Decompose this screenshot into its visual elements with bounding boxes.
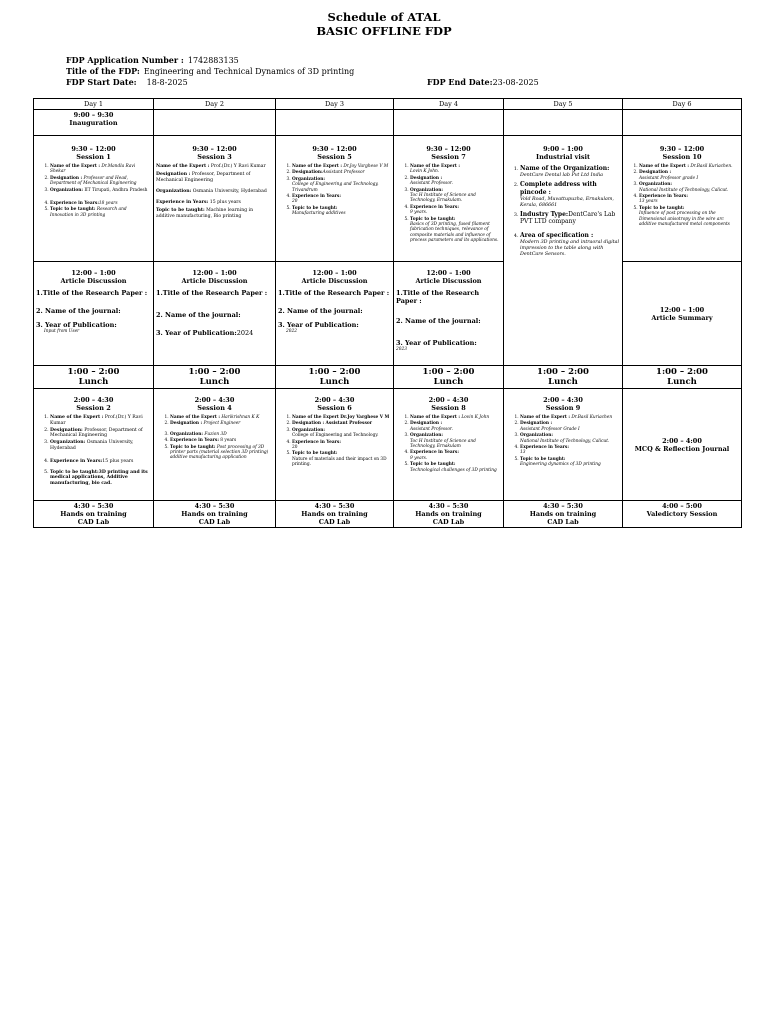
final-venue: CAD Lab [432, 518, 465, 526]
article-row [34, 262, 742, 366]
article-q-year: 3. Year of Publication: [396, 339, 477, 347]
item-label: Designation : [520, 421, 553, 427]
session-label: Session 2 [76, 404, 111, 412]
lunch-label: Lunch [78, 377, 109, 387]
item-value: Assistant Professor. [410, 181, 453, 187]
item-label: Topic to be taught: [520, 456, 566, 462]
item-value: Assistant Professor [322, 170, 365, 176]
hands-on-cell [504, 501, 623, 528]
item-label: Experience in Years: [50, 458, 103, 464]
session-time: 9:30 – 12:00 [312, 145, 357, 153]
article-cell-day1 [34, 262, 154, 366]
article-q-journal: 2. Name of the journal: [396, 317, 481, 325]
day-header-row [34, 99, 742, 110]
final-label: Hands on training [415, 510, 482, 518]
item-value: Nature of materials and their impact on 3D printing. [292, 456, 387, 468]
item-label: Name of the Expert : [50, 415, 104, 420]
item-value: Dr.Basil Kuriachen. [690, 164, 733, 169]
summary-label: Article Summary [651, 313, 713, 322]
session-label: Session 8 [431, 404, 466, 412]
item-value: Prof.(Dr.) Y Ravi Kumar [50, 415, 143, 426]
end-date-row [427, 77, 539, 88]
item-label: Experience in Years: [50, 201, 99, 207]
expert-details-block [156, 164, 273, 220]
lunch-cell [623, 366, 742, 389]
item-label: Topic to be taught: [410, 462, 456, 468]
session-cell-day4-morning [394, 136, 504, 262]
item-label: Name of the Expert [292, 415, 339, 420]
expert-details-list [396, 164, 501, 244]
item-label: Topic to be taught: [410, 216, 456, 222]
item-label: Name of the Organization: [520, 165, 610, 172]
item-value: 20 [292, 199, 298, 205]
item-value: Dr.Joy Varghese V M [343, 164, 389, 169]
item-value: Assistant Professor [325, 421, 373, 427]
fdp-title-value: Engineering and Technical Dynamics of 3D printing [143, 67, 355, 76]
item-label: Name of the Expert : [410, 164, 460, 169]
inauguration-label: Inauguration [69, 119, 118, 127]
item-value: 9 years. [410, 210, 428, 216]
item-value: Professor, Department of Mechanical Engineering [156, 172, 251, 183]
session-time: 9:00 – 1:00 [543, 145, 583, 153]
session-label: Session 9 [545, 404, 581, 412]
final-label: Hands on training [529, 510, 597, 518]
session-label: Session 6 [317, 404, 352, 412]
final-time: 4:30 – 5:30 [314, 502, 355, 510]
final-venue: CAD Lab [547, 518, 579, 526]
end-date-label: FDP End Date: [427, 77, 493, 87]
item-label: Organization: [156, 189, 192, 194]
article-time: 12:00 – 1:00 [426, 269, 471, 277]
summary-time: 12:00 – 1:00 [659, 305, 705, 314]
article-cell-day4 [394, 262, 504, 366]
item-label: Topic to be taught: [50, 207, 96, 213]
inauguration-time: 9:00 – 9:30 [73, 111, 114, 119]
session-cell-day5-afternoon [504, 389, 623, 501]
final-label: Hands on training [181, 510, 248, 518]
expert-details-list [36, 164, 151, 218]
final-label: Valedictory Session [646, 510, 718, 518]
application-number-label: FDP Application Number : [66, 55, 184, 65]
item-value: College of Engineering and Technology, Trivandrum [292, 182, 379, 193]
item-label: Name of the Expert : [639, 164, 689, 169]
lunch-time: 1:00 – 2:00 [188, 367, 241, 377]
article-questions [396, 289, 501, 352]
hands-on-cell [276, 501, 394, 528]
article-year-value: 2022 [286, 329, 297, 334]
item-value: Professor and Head, Department of Mechanical Engineering [50, 175, 137, 187]
session-time: 9:30 – 12:00 [426, 145, 471, 153]
item-label: Experience in Years: [292, 194, 341, 200]
article-q-journal: 2. Name of the journal: [156, 311, 241, 319]
article-time: 12:00 – 1:00 [71, 269, 116, 277]
item-label: Designation: [292, 170, 323, 176]
item-label: Experience in Years: [410, 450, 459, 456]
lunch-label: Lunch [667, 377, 697, 387]
expert-details-list [278, 164, 391, 217]
article-q-journal: 2. Name of the journal: [278, 307, 363, 315]
start-date-label: FDP Start Date: [66, 77, 137, 87]
session-label: Session 7 [431, 153, 466, 161]
item-value: College of Engineering and Technology. [292, 433, 379, 439]
application-number-row [66, 55, 239, 66]
item-label: Complete address with pincode : [520, 181, 597, 196]
article-q-title: 1.Title of the Research Paper : [278, 289, 390, 297]
session-time: 2:00 – 4:30 [314, 396, 355, 404]
item-label: Experience in Years: [410, 204, 459, 210]
item-label: Organization: [292, 176, 325, 182]
final-time: 4:30 – 5:30 [73, 502, 114, 510]
item-value: Toc H Institute of Science and Technology, Ernakulam [410, 438, 476, 450]
session-cell-day2-afternoon [154, 389, 276, 501]
item-value: Assistant Professor Grade I [520, 426, 580, 432]
session-cell-day1-afternoon [34, 389, 154, 501]
item-label: Experience in Years: [639, 194, 688, 200]
final-venue: CAD Lab [77, 518, 110, 526]
item-label: Designation : [156, 172, 191, 177]
item-label: Organization: [170, 431, 203, 437]
item-value: Basics of 3D printing, fused filament fabrication techniques, relevance of composite materials and influence of process parameters and its applications. [410, 222, 499, 244]
item-label: Name of the Expert : [50, 164, 100, 169]
item-value: Prof.(Dr.) Y Ravi Kumar [210, 164, 266, 169]
final-venue: CAD Lab [198, 518, 231, 526]
industrial-visit-list [506, 165, 620, 258]
article-questions [156, 289, 273, 337]
article-time: 12:00 – 1:00 [192, 269, 237, 277]
item-label: Experience in Years: [156, 200, 209, 205]
session-cell-day6-morning [623, 136, 742, 262]
lunch-row [34, 366, 742, 389]
item-value: Toc H Institute of Science and Technology, Ernakulam. [410, 193, 476, 204]
fdp-title-label: Title of the FDP: [66, 66, 140, 76]
item-label: Organization: [410, 433, 443, 439]
item-label: Experience in Years: [170, 438, 219, 444]
item-label: Topic to be taught: [156, 208, 205, 213]
session-cell-day3-afternoon [276, 389, 394, 501]
item-label: Designation : [410, 175, 443, 181]
item-value: IIT Tirupati, Andhra Pradesh [84, 187, 148, 193]
start-date-value: 18-8-2025 [146, 78, 188, 87]
industrial-visit-cell [504, 136, 623, 366]
item-label: Name of the Expert : [520, 415, 570, 420]
article-q-year: 3. Year of Publication: [278, 321, 359, 329]
session-cell-day1-morning [34, 136, 154, 262]
article-q-journal: 2. Name of the journal: [36, 307, 121, 315]
title-line-1: Schedule of ATAL [327, 10, 441, 24]
article-year-value: Input from User [44, 329, 80, 334]
session-label: Session 10 [662, 153, 702, 161]
session-cell-day3-morning [276, 136, 394, 262]
article-q-year: 3. Year of Publication: [36, 321, 117, 329]
item-value: DentCare Dental lab Pvt Ltd India [520, 173, 604, 178]
article-q-year-line [156, 329, 273, 337]
article-questions [36, 289, 151, 334]
item-value: 20 [292, 445, 298, 451]
empty-cell [276, 110, 394, 136]
session-label: Session 5 [317, 153, 352, 161]
item-value: 15 plus years [102, 458, 134, 464]
item-value: 3D printing and its medical applications, Additive manufacturing, bio cad. [50, 469, 148, 487]
final-time: 4:30 – 5:30 [543, 502, 583, 510]
lunch-time: 1:00 – 2:00 [67, 367, 120, 377]
item-value: Fuzion 3D [204, 431, 227, 437]
hands-on-cell [154, 501, 276, 528]
item-label: Name of the Expert : [170, 415, 220, 420]
item-value: Engineering dynamics of 3D printing [520, 462, 601, 468]
item-value: Post processing of 3D printer parts (material selection 3D printing) additive manufacturing application [170, 444, 269, 461]
lunch-time: 1:00 – 2:00 [422, 367, 475, 377]
item-value: Influence of post processing on the Dimensional anisotropy in the wire arc additive manufactured metal components [639, 211, 730, 228]
article-q-title: 1.Title of the Research Paper : [156, 289, 268, 297]
item-value: Research and Innovation in 3D printing [50, 207, 127, 218]
final-venue: CAD Lab [318, 518, 351, 526]
day-header-3: Day 3 [276, 99, 394, 110]
session-label: MCQ & Reflection Journal [634, 444, 730, 453]
item-label: Name of the Expert : [410, 415, 460, 420]
title-line-2: BASIC OFFLINE FDP [316, 24, 452, 38]
start-date-row [66, 77, 188, 88]
day-header-1: Day 1 [34, 99, 154, 110]
final-row [34, 501, 742, 528]
article-year-value: 2023 [396, 347, 407, 352]
item-label: Organization: [50, 187, 83, 193]
lunch-label: Lunch [433, 377, 464, 387]
item-label: Designation : [50, 175, 83, 181]
expert-details-list [625, 164, 739, 227]
session-label: Session 1 [76, 153, 111, 161]
item-value: Assistant Professor grade I [639, 175, 699, 181]
lunch-cell [504, 366, 623, 389]
item-label: Experience in Years: [292, 439, 341, 445]
item-value: 18 years [98, 201, 118, 207]
article-label: Article Discussion [415, 277, 482, 285]
item-value: Harikrishnan K K [221, 415, 260, 420]
day-header-5: Day 5 [504, 99, 623, 110]
lunch-label: Lunch [548, 377, 578, 387]
lunch-cell [276, 366, 394, 389]
item-label: Experience in Years: [520, 445, 569, 451]
item-value: 13 [520, 450, 526, 456]
item-value: Dr.Mandla Ravi Shekar [50, 164, 136, 175]
inauguration-row [34, 110, 742, 136]
session-time: 2:00 – 4:00 [662, 436, 702, 445]
lunch-label: Lunch [319, 377, 350, 387]
item-label: Designation : [410, 421, 443, 427]
article-time: 12:00 – 1:00 [312, 269, 357, 277]
article-cell-day2 [154, 262, 276, 366]
item-value: Osmania University, Hyderabad [50, 440, 134, 451]
expert-details-list [156, 415, 273, 461]
session-time: 9:30 – 12:00 [659, 145, 705, 153]
item-label: Designation : [170, 421, 203, 427]
item-label: Designation : [292, 421, 325, 427]
lunch-cell [394, 366, 504, 389]
item-label: Area of specification : [520, 232, 594, 239]
article-summary-cell [623, 262, 742, 366]
session-time: 2:00 – 4:30 [194, 396, 235, 404]
item-value: Machine learning in additive manufacturing, Bio printing [156, 208, 254, 219]
final-label: Hands on training [301, 510, 368, 518]
lunch-label: Lunch [199, 377, 230, 387]
session-time: 2:00 – 4:30 [428, 396, 469, 404]
item-value: Lovin K John. [410, 169, 440, 175]
item-value: Project Engineer [203, 421, 241, 427]
item-value: DentCare's Lab PVT LTD company [520, 211, 616, 225]
item-value: 9 years. [410, 455, 428, 461]
valedictory-cell [623, 501, 742, 528]
lunch-time: 1:00 – 2:00 [308, 367, 361, 377]
item-value: National Institute of Technology, Calicut. [520, 438, 610, 444]
morning-row [34, 136, 742, 262]
session-label: Industrial visit [536, 153, 590, 161]
item-label: Topic to be taught: [639, 205, 685, 211]
item-value: Modern 3D printing and intraoral digital impression to the table along with DentCare Sensors. [520, 240, 620, 257]
session-time: 2:00 – 4:30 [543, 396, 583, 404]
lunch-cell [34, 366, 154, 389]
session-cell-day2-morning [154, 136, 276, 262]
item-label: Topic to be taught: [292, 205, 338, 211]
article-year-value: 2024 [236, 329, 254, 337]
item-label: Name of the Expert : [292, 164, 342, 169]
item-label: Organization: [410, 187, 443, 193]
session-label: Session 4 [197, 404, 232, 412]
empty-cell [394, 110, 504, 136]
empty-cell [504, 110, 623, 136]
item-value: 13 years [639, 199, 658, 205]
application-number-value: 1742883135 [187, 56, 239, 65]
article-q-title: 1.Title of the Research Paper : [36, 289, 148, 297]
item-label: Organization: [50, 440, 86, 446]
item-value: Vold Road, Muvattupuzha, Ernakulam, Kerala, 686661 [520, 197, 614, 208]
item-label: Topic to be taught: [50, 469, 99, 475]
final-label: Hands on training [60, 510, 127, 518]
hands-on-cell [394, 501, 504, 528]
mcq-reflection-cell [623, 389, 742, 501]
hands-on-cell [34, 501, 154, 528]
item-label: Industry Type: [520, 211, 569, 218]
empty-cell [623, 110, 742, 136]
item-label: Name of the Expert : [156, 164, 210, 169]
fdp-title-row [66, 66, 354, 77]
day-header-2: Day 2 [154, 99, 276, 110]
article-q-title: 1.Title of the Research Paper : [396, 289, 480, 305]
session-cell-day4-afternoon [394, 389, 504, 501]
session-time: 2:00 – 4:30 [73, 396, 114, 404]
item-label: Organization: [639, 182, 672, 188]
afternoon-row [34, 389, 742, 501]
end-date-value: 23-08-2025 [492, 78, 539, 87]
item-value: Dr.Joy Varghese V M [340, 415, 390, 420]
item-value: 8 years [220, 438, 237, 444]
article-questions [278, 289, 391, 334]
expert-details-list [278, 415, 391, 468]
final-time: 4:30 – 5:30 [194, 502, 235, 510]
session-time: 9:30 – 12:00 [71, 145, 116, 153]
article-cell-day3 [276, 262, 394, 366]
expert-details-list [36, 415, 151, 487]
item-value: Manufacturing additives [292, 211, 346, 217]
document-title [0, 10, 768, 38]
item-value: Technological challenges of 3D printing [410, 467, 497, 473]
item-label: Topic to be taught: [170, 444, 216, 450]
article-label: Article Discussion [60, 277, 127, 285]
item-label: Organization: [520, 433, 553, 439]
expert-details-list [396, 415, 501, 473]
lunch-time: 1:00 – 2:00 [537, 367, 589, 377]
article-q-year: 3. Year of Publication: [156, 329, 237, 337]
item-label: Designation: [50, 427, 83, 433]
final-time: 4:30 – 5:30 [428, 502, 469, 510]
item-value: National Institute of Technology, Calicut. [639, 187, 729, 193]
empty-cell [154, 110, 276, 136]
item-value: Professor, Department of Mechanical Engineering [50, 427, 143, 439]
inauguration-cell [34, 110, 154, 136]
session-label: Session 3 [197, 153, 232, 161]
expert-details-list [506, 415, 620, 468]
day-header-4: Day 4 [394, 99, 504, 110]
item-value: Lovin K John [461, 415, 490, 420]
session-time: 9:30 – 12:00 [192, 145, 237, 153]
item-value: 15 plus years [209, 200, 241, 205]
item-label: Designation : [639, 170, 672, 176]
item-value: Dr.Basil Kuriachen [571, 415, 613, 420]
day-header-6: Day 6 [623, 99, 742, 110]
article-label: Article Discussion [181, 277, 248, 285]
lunch-time: 1:00 – 2:00 [656, 367, 708, 377]
item-value: Assistant Professor. [410, 426, 453, 432]
final-time: 4:00 – 5:00 [662, 502, 702, 510]
item-label: Organization: [292, 427, 325, 433]
item-value: Osmania University, Hyderabad [192, 189, 267, 194]
schedule-table [33, 98, 742, 528]
article-label: Article Discussion [301, 277, 368, 285]
item-label: Topic to be taught: [292, 451, 338, 457]
lunch-cell [154, 366, 276, 389]
